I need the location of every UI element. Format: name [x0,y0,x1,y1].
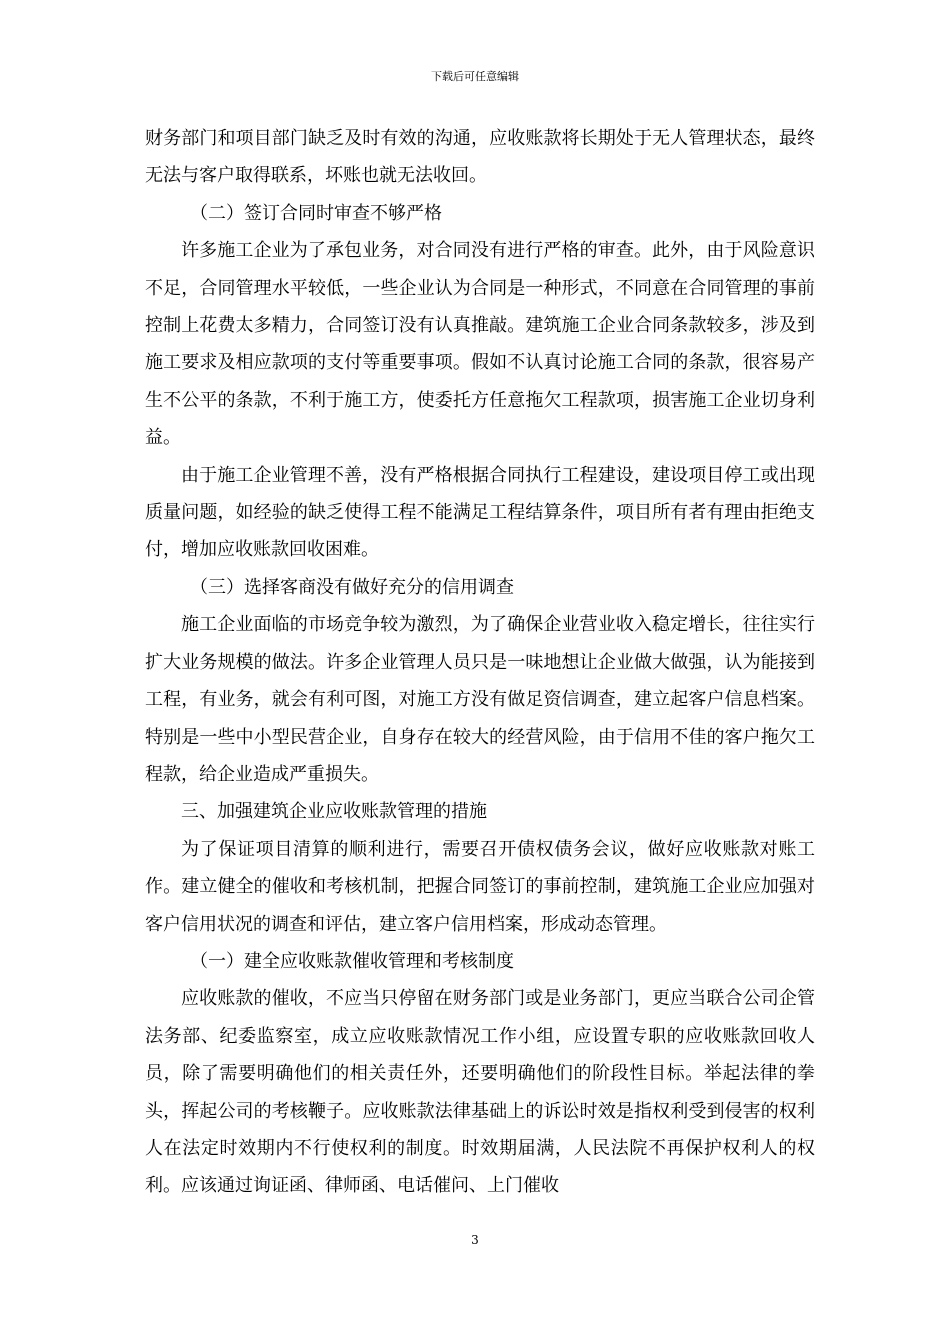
paragraph: 许多施工企业为了承包业务，对合同没有进行严格的审查。此外，由于风险意识不足，合同管理水平较低，一些企业认为合同是一种形式，不同意在合同管理的事前控制上花费太多精力，合同签订没有认真推敲。建筑施工企业合同条款较多，涉及到施工要求及相应款项的支付等重要事项。假如不认真讨论施工合同的条款，很容易产生不公平的条款，不利于施工方，使委托方任意拖欠工程款项，损害施工企业切身利益。 [145,240,815,449]
page-number: 3 [471,1233,479,1247]
section-heading-2: （二）签订合同时审查不够严格 [190,202,442,224]
chapter-heading-3: 三、加强建筑企业应收账款管理的措施 [181,801,487,823]
paragraph: 为了保证项目清算的顺利进行，需要召开债权债务会议，做好应收账款对账工作。建立健全的催收和考核机制，把握合同签订的事前控制，建筑施工企业应加强对客户信用状况的调查和评估，建立客户信用档案，形成动态管理。 [145,838,815,935]
section-heading-1: （一）建全应收账款催收管理和考核制度 [190,950,514,972]
document-body [145,120,815,1205]
paragraph: 应收账款的催收，不应当只停留在财务部门或是业务部门，更应当联合公司企管法务部、纪委监察室，成立应收账款情况工作小组，应设置专职的应收账款回收人员，除了需要明确他们的相关责任外，还要明确他们的阶段性目标。举起法律的拳头，挥起公司的考核鞭子。应收账款法律基础上的诉讼时效是指权利受到侵害的权利人在法定时效期内不行使权利的制度。时效期届满，人民法院不再保护权利人的权利。应该通过询证函、律师函、电话催问、上门催收 [145,988,815,1197]
paragraph: 由于施工企业管理不善，没有严格根据合同执行工程建设，建设项目停工或出现质量问题，如经验的缺乏使得工程不能满足工程结算条件，项目所有者有理由拒绝支付，增加应收账款回收困难。 [145,464,815,561]
section-heading-3: （三）选择客商没有做好充分的信用调查 [190,576,514,598]
paragraph: 施工企业面临的市场竞争较为激烈，为了确保企业营业收入稳定增长，往往实行扩大业务规模的做法。许多企业管理人员只是一味地想让企业做大做强，认为能接到工程，有业务，就会有利可图，对施工方没有做足资信调查，建立起客户信息档案。特别是一些中小型民营企业，自身存在较大的经营风险，由于信用不佳的客户拖欠工程款，给企业造成严重损失。 [145,614,815,785]
paragraph-continuation: 财务部门和项目部门缺乏及时有效的沟通，应收账款将长期处于无人管理状态，最终无法与客户取得联系，坏账也就无法收回。 [145,128,815,187]
page-header-note: 下载后可任意编辑 [431,70,519,83]
